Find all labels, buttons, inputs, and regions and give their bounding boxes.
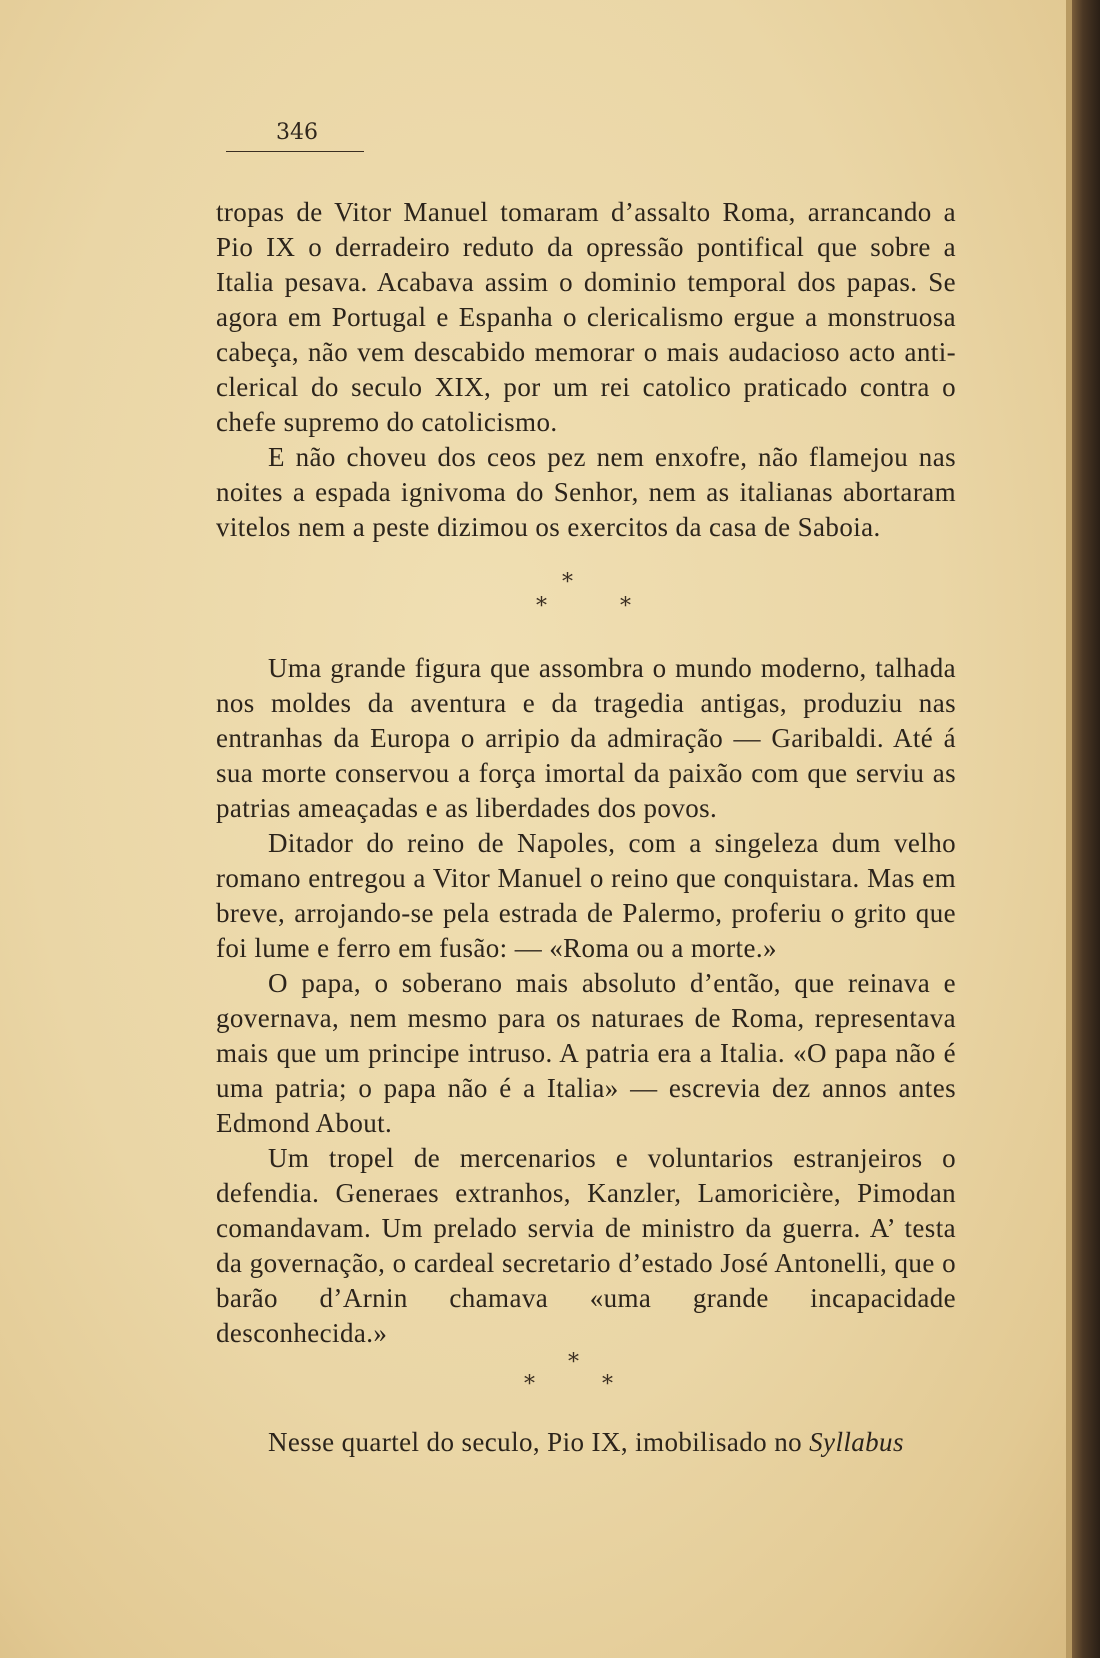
roman-numeral: IX bbox=[591, 1427, 621, 1457]
book-binding-edge bbox=[1072, 0, 1100, 1658]
text-section-2 bbox=[216, 651, 956, 1351]
paragraph-last-line bbox=[216, 1425, 956, 1460]
asterisk-ornament: * bbox=[536, 594, 547, 619]
asterisk-ornament: * bbox=[524, 1372, 535, 1397]
paragraph: tropas de Vitor Manuel tomaram d’assalto Roma, arrancando a Pio IX o derradeiro reduto da opressão pontifical que sobre a Italia pesava. Acabava assim o dominio temporal dos papas. Se agora em Portugal e Espanha o clericalismo ergue a monstruosa cabeça, não vem descabido memorar o mais audacioso acto anti-clerical do seculo XIX, por um rei catolico praticado contra o chefe supremo do catolicismo. bbox=[216, 197, 956, 437]
asterisk-ornament: * bbox=[602, 1372, 613, 1397]
section-separator bbox=[500, 570, 640, 630]
paragraph: Uma grande figura que assombra o mundo moderno, talhada nos moldes da aventura e da tragedia antigas, produziu nas entranhas da Europa o arripio da admiração — Garibaldi. Até á sua morte conservou a força imortal da paixão com que serviu as patrias ameaçadas e as liberdades dos povos. bbox=[216, 653, 956, 823]
page-header bbox=[226, 120, 364, 152]
asterisk-ornament: * bbox=[568, 1350, 579, 1375]
italic-title: Syllabus bbox=[809, 1427, 904, 1457]
text-run: Nesse quartel do seculo, Pio bbox=[268, 1427, 592, 1457]
asterisk-ornament: * bbox=[620, 594, 631, 619]
paragraph: Ditador do reino de Napoles, com a singeleza dum velho romano entregou a Vitor Manuel o reino que conquistara. Mas em breve, arrojando-se pela estrada de Palermo, proferiu o grito que foi lume e ferro em fusão: — «Roma ou a morte.» bbox=[216, 828, 956, 963]
paragraph: O papa, o soberano mais absoluto d’então, que reinava e governava, nem mesmo para os naturaes de Roma, representava mais que um principe intruso. A patria era a Italia. «O papa não é uma patria; o papa não é a Italia» — escrevia dez annos antes Edmond About. bbox=[216, 968, 956, 1138]
text-run: , imobilisado no bbox=[620, 1427, 810, 1457]
paragraph: E não choveu dos ceos pez nem enxofre, não flamejou nas noites a espada ignivoma do Senhor, nem as italianas abortaram vitelos nem a peste dizimou os exercitos da casa de Saboia. bbox=[216, 442, 956, 542]
text-section-3 bbox=[216, 1425, 956, 1460]
section-separator bbox=[500, 1350, 640, 1410]
page-number: 346 bbox=[276, 120, 318, 145]
asterisk-ornament: * bbox=[562, 570, 573, 595]
text-section-1 bbox=[216, 195, 956, 545]
paragraph: Um tropel de mercenarios e voluntarios estranjeiros o defendia. Generaes extranhos, Kanzler, Lamoricière, Pimodan comandavam. Um prelado servia de ministro da guerra. A’ testa da governação, o cardeal secretario d’estado José Antonelli, que o barão d’Arnin chamava «uma grande incapacidade desconhecida.» bbox=[216, 1143, 956, 1348]
